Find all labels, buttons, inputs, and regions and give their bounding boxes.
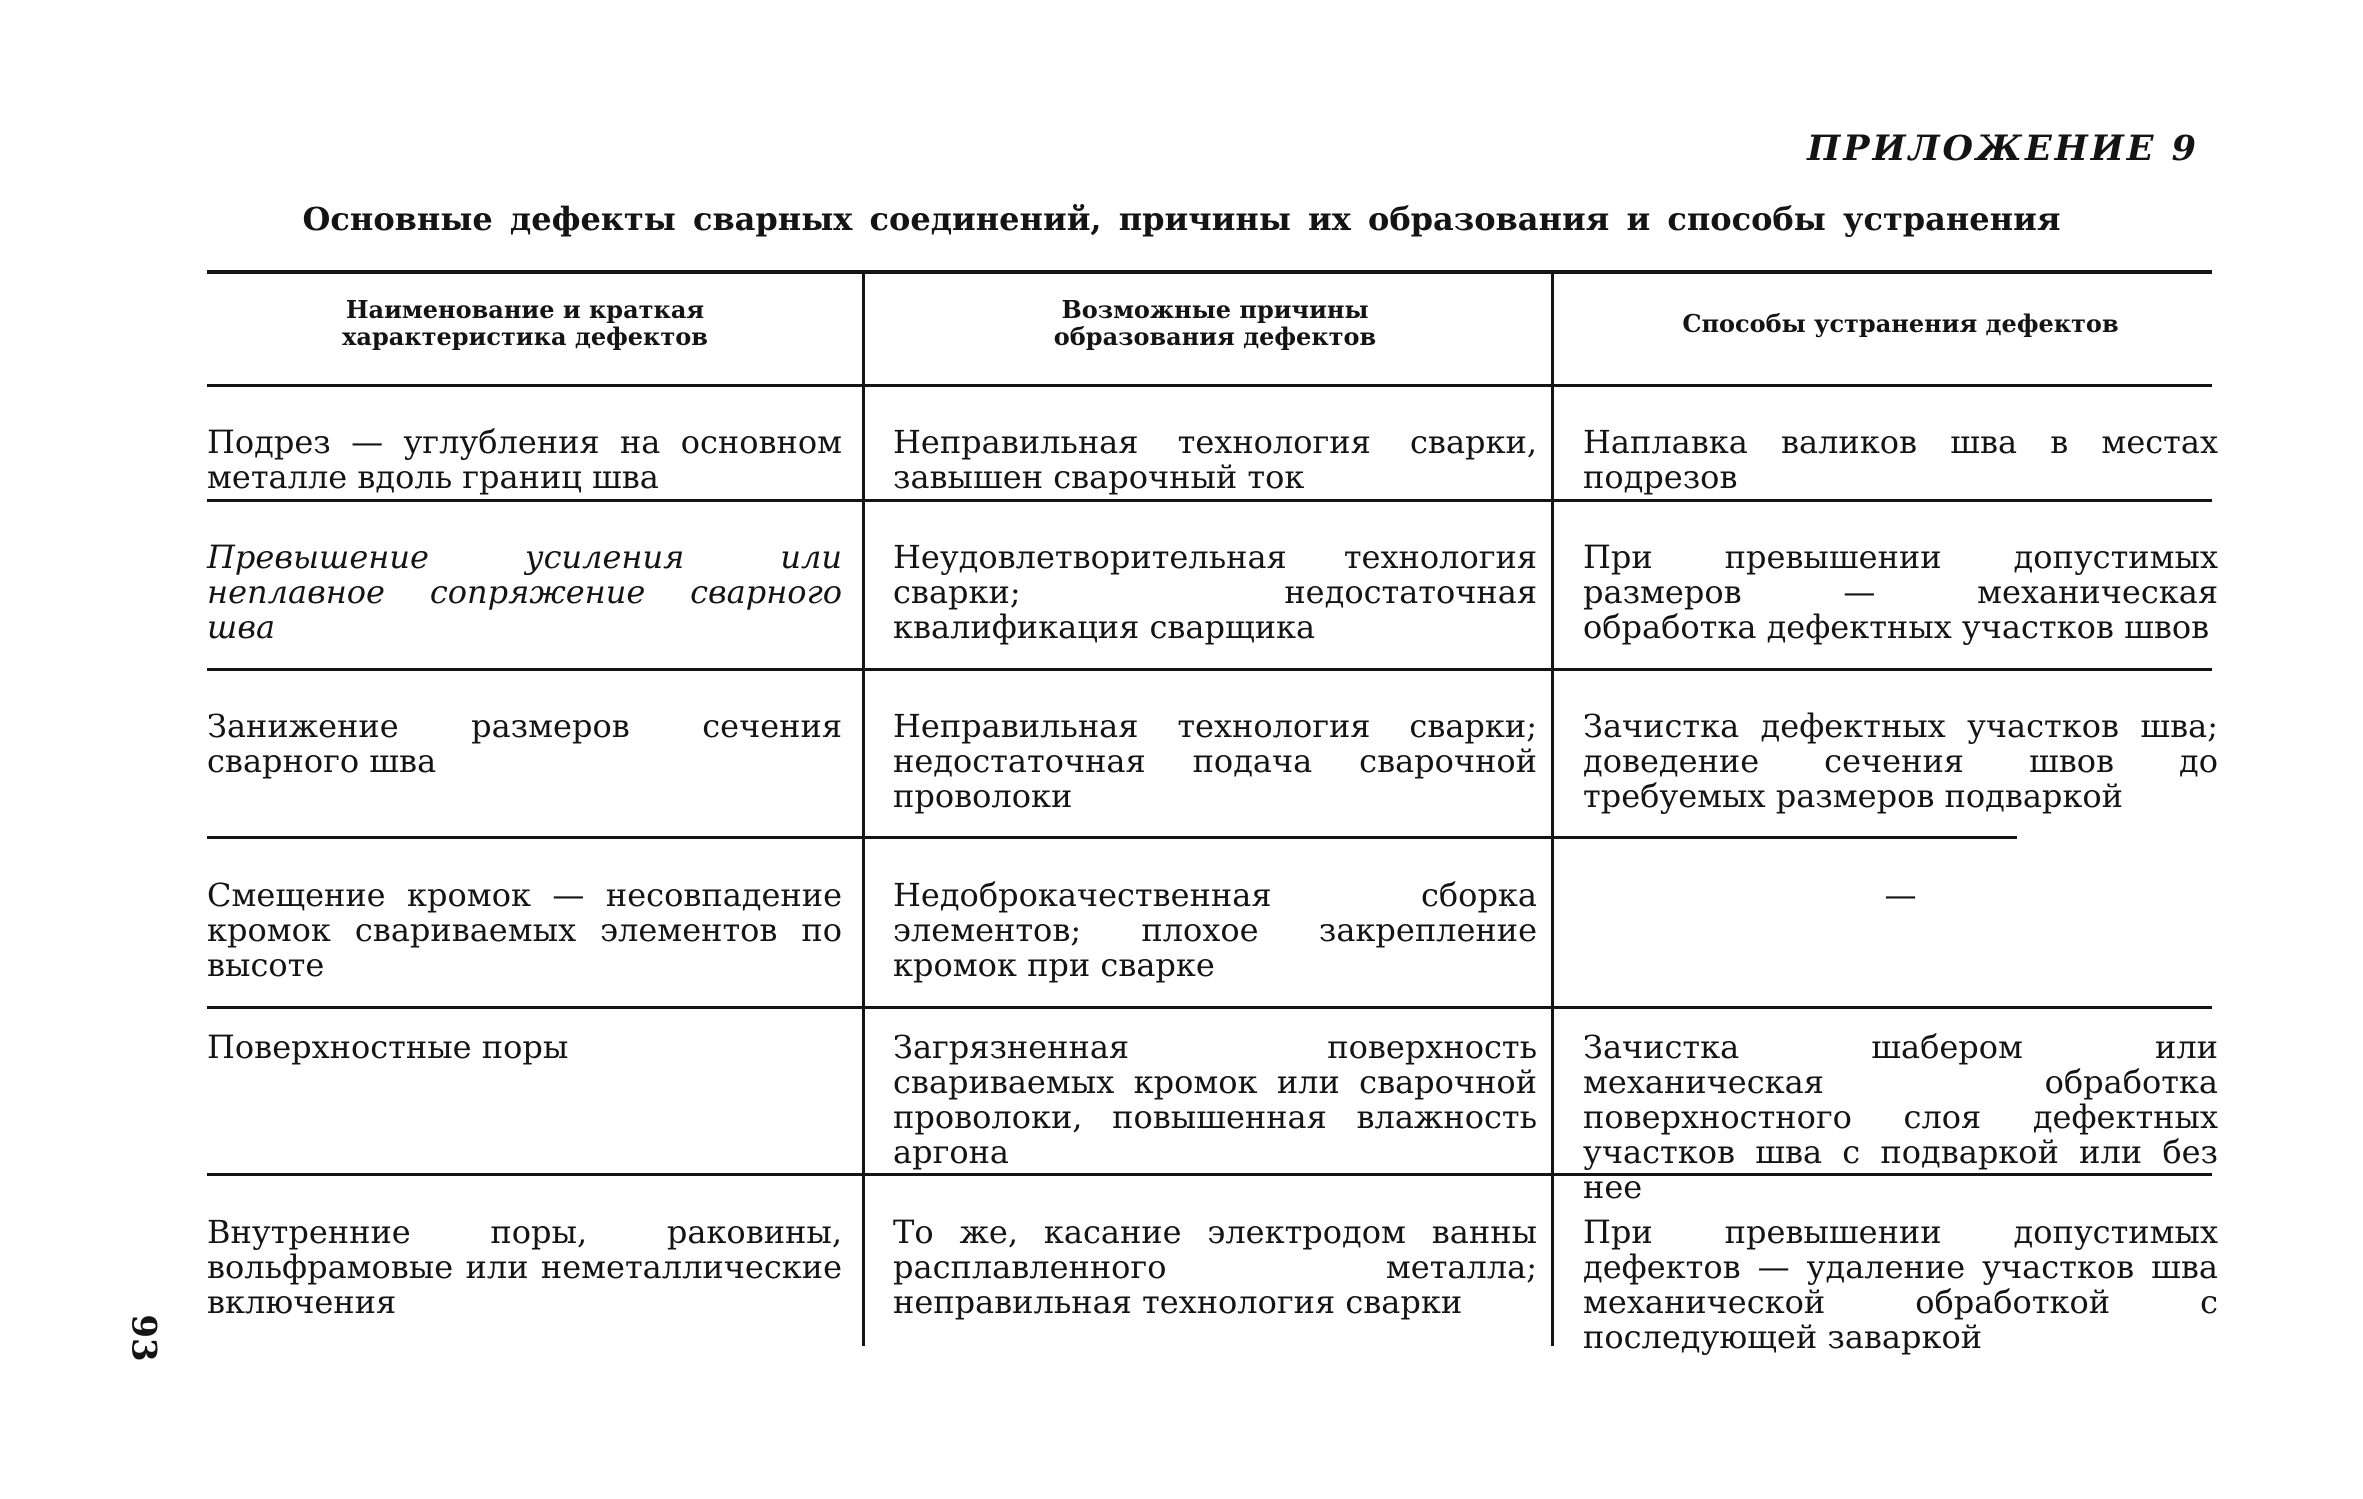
column-divider: [862, 272, 865, 1346]
cell-cause: Неправильная технология сварки, завышен сварочный ток: [893, 423, 1537, 496]
column-divider: [1551, 272, 1554, 1346]
header-cause: Возможные причины образования дефектов: [1053, 295, 1377, 351]
row-divider: [207, 836, 2017, 839]
row-divider: [207, 668, 2212, 671]
header-defect: Наименование и краткая характеристика дефектов: [342, 295, 708, 351]
row-divider: [207, 1006, 2212, 1009]
cell-defect: Поверхностные поры: [207, 1028, 569, 1066]
cell-remedy: Наплавка валиков шва в местах подрезов: [1583, 423, 2218, 496]
cell-defect: Подрез — углубления на основном металле вдоль границ шва: [207, 423, 842, 496]
row-divider: [207, 499, 2212, 502]
cell-remedy-dash: —: [1884, 876, 1917, 914]
cell-remedy: Зачистка шабером или механическая обработка поверхностного слоя дефектных участков шва с подваркой или без нее: [1583, 1028, 2218, 1206]
appendix-label: ПРИЛОЖЕНИЕ 9: [1807, 128, 2199, 169]
cell-remedy: При превышении допустимых размеров — механическая обработка дефектных участков швов: [1583, 538, 2218, 646]
header-remedy: Способы устранения дефектов: [1682, 308, 2119, 338]
cell-cause: Недоброкачественная сборка элементов; плохое закрепление кромок при сварке: [893, 876, 1537, 984]
cell-defect: Занижение размеров сечения сварного шва: [207, 707, 842, 780]
cell-defect: Внутренние поры, раковины, вольфрамовые или неметаллические включения: [207, 1213, 842, 1321]
cell-defect: Смещение кромок — несовпадение кромок свариваемых элементов по высоте: [207, 876, 842, 984]
cell-defect: Превышение усиления или неплавное сопряжение сварного шва: [207, 538, 842, 646]
cell-cause: Загрязненная поверхность свариваемых кромок или сварочной проволоки, повышенная влажность аргона: [893, 1028, 1537, 1171]
header-bottom-rule: [207, 384, 2212, 387]
page-title: Основные дефекты сварных соединений, причины их образования и способы устранения: [302, 200, 2061, 238]
cell-cause: То же, касание электродом ванны расплавленного металла; неправильная технология сварки: [893, 1213, 1537, 1321]
cell-cause: Неправильная технология сварки; недостаточная подача сварочной проволоки: [893, 707, 1537, 815]
cell-remedy: Зачистка дефектных участков шва; доведение сечения швов до требуемых размеров подваркой: [1583, 707, 2218, 815]
page-number: 93: [123, 1314, 164, 1362]
cell-remedy: При превышении допустимых дефектов — удаление участков шва механической обработкой с последующей заваркой: [1583, 1213, 2218, 1356]
cell-cause: Неудовлетворительная технология сварки; недостаточная квалификация сварщика: [893, 538, 1537, 646]
